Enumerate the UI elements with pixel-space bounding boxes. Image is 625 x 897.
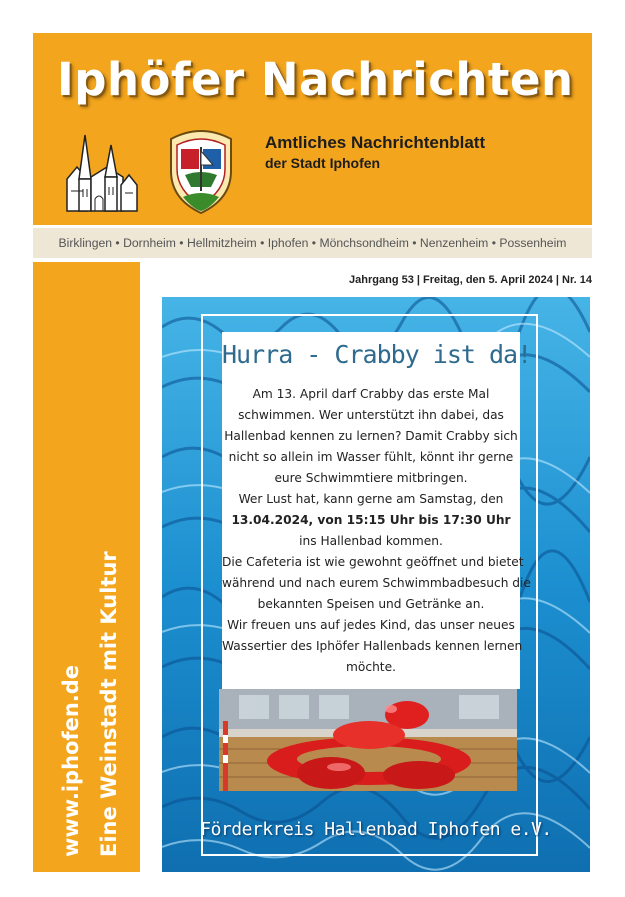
website-url: www.iphofen.de	[59, 664, 83, 857]
body-line: möchte.	[346, 660, 396, 674]
body-line: Am 13. April darf Crabby das erste Mal	[252, 387, 490, 401]
body-line: ins Hallenbad kommen.	[299, 534, 443, 548]
body-line: schwimmen. Wer unterstützt ihn dabei, das	[238, 408, 504, 422]
body-line: Die Cafeteria ist wie gewohnt geöffnet und bietet	[222, 555, 524, 569]
event-date-line: 13.04.2024, von 15:15 Uhr bis 17:30 Uhr	[231, 513, 511, 527]
notice-box	[222, 332, 532, 689]
sidebar-text	[33, 262, 140, 872]
masthead-banner	[33, 33, 592, 225]
event-poster	[162, 297, 590, 872]
poster-caption: Förderkreis Hallenbad Iphofen e.V.	[200, 819, 552, 840]
body-line: Wir freuen uns auf jedes Kind, das unser neues	[227, 618, 515, 632]
church-silhouette-icon	[57, 127, 143, 213]
body-line: nicht so allein im Wasser fühlt, könnt ihr gerne	[228, 450, 514, 464]
vertical-sidebar	[33, 262, 140, 872]
coat-of-arms-icon	[163, 125, 239, 215]
masthead-town: der Stadt Iphofen	[265, 155, 381, 171]
newspaper-title: Iphöfer Nachrichten	[57, 53, 574, 106]
town-slogan: Eine Weinstadt mit Kultur	[97, 551, 121, 857]
poster-title: Hurra - Crabby ist da!	[222, 340, 532, 369]
inflatable-crab-photo	[219, 689, 517, 791]
body-line: während und nach eurem Schwimmbadbesuch die	[222, 576, 531, 590]
masthead-subtitle: Amtliches Nachrichtenblatt	[265, 133, 486, 152]
village-list: Birklingen • Dornheim • Hellmitzheim • Iphofen • Mönchsondheim • Nenzenheim • Possenheim	[58, 236, 567, 250]
village-list-bar	[33, 228, 592, 258]
issue-info: Jahrgang 53 | Freitag, den 5. April 2024 | Nr. 14	[349, 274, 592, 286]
body-line: bekannten Speisen und Getränke an.	[257, 597, 485, 611]
poster-body	[222, 384, 531, 678]
body-line: Wassertier des Iphöfer Hallenbads kennen lernen	[222, 639, 523, 653]
body-line: eure Schwimmtiere mitbringen.	[274, 471, 468, 485]
body-line: Hallenbad kennen zu lernen? Damit Crabby sich	[224, 429, 518, 443]
body-line: Wer Lust hat, kann gerne am Samstag, den	[238, 492, 504, 506]
